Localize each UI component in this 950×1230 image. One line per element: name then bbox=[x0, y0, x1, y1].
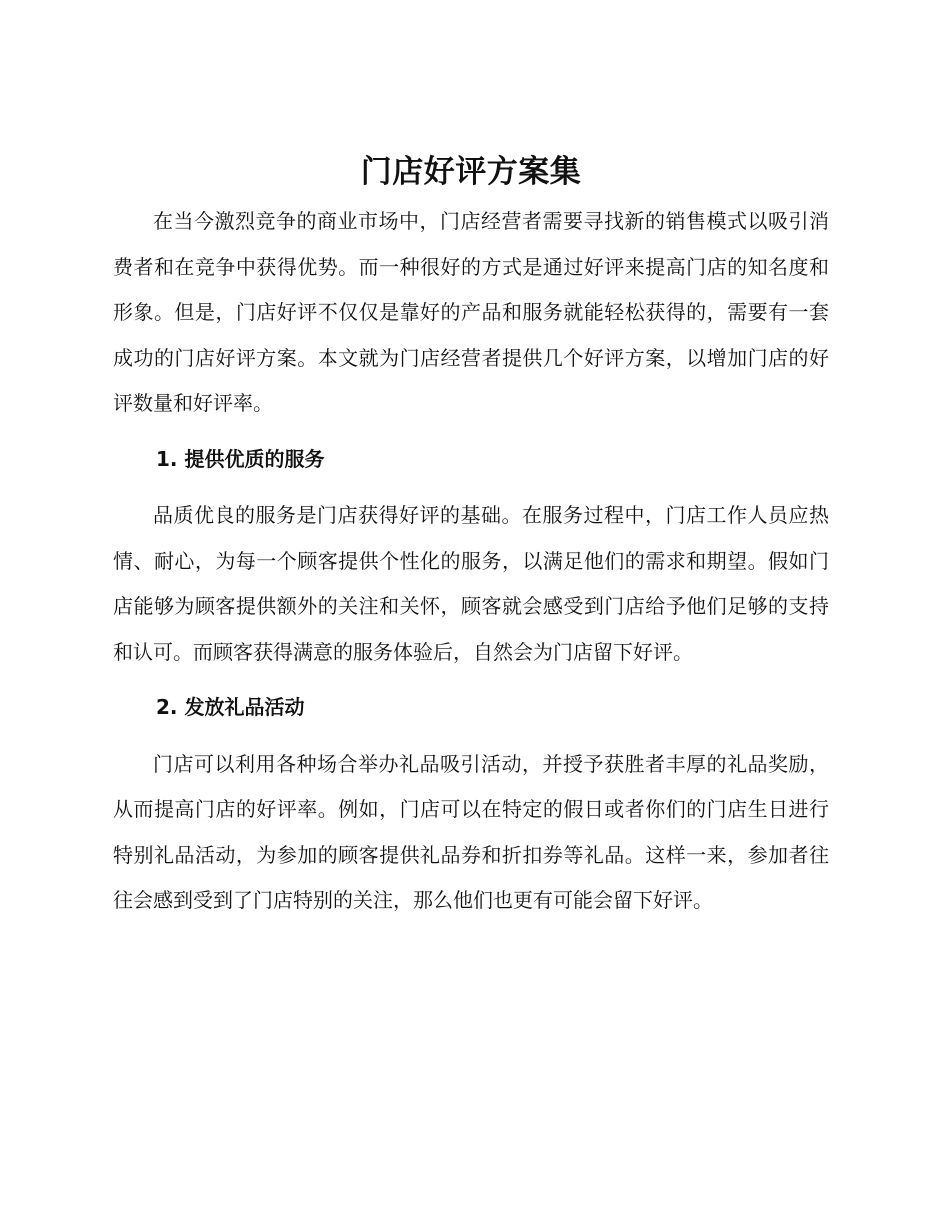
section-body-gift-activity: 门店可以利用各种场合举办礼品吸引活动，并授予获胜者丰厚的礼品奖励，从而提高门店的好评率。例如，门店可以在特定的假日或者你们的门店生日进行特别礼品活动，为参加的顾客提供礼品券和折扣券等礼品。这样一来，参加者往往会感到受到了门店特别的关注，那么他们也更有可能会留下好评。 bbox=[113, 751, 829, 912]
intro-paragraph: 在当今激烈竞争的商业市场中，门店经营者需要寻找新的销售模式以吸引消费者和在竞争中获得优势。而一种很好的方式是通过好评来提高门店的知名度和形象。但是，门店好评不仅仅是靠好的产品和服务就能轻松获得的，需要有一套成功的门店好评方案。本文就为门店经营者提供几个好评方案，以增加门店的好评数量和好评率。 bbox=[113, 209, 829, 415]
document-page bbox=[113, 150, 829, 924]
section-heading-service: 1. 提供优质的服务 bbox=[156, 446, 325, 471]
section-body-service: 品质优良的服务是门店获得好评的基础。在服务过程中，门店工作人员应热情、耐心，为每一个顾客提供个性化的服务，以满足他们的需求和期望。假如门店能够为顾客提供额外的关注和关怀，顾客就会感受到门店给予他们足够的支持和认可。而顾客获得满意的服务体验后，自然会为门店留下好评。 bbox=[113, 503, 829, 664]
document-title: 门店好评方案集 bbox=[360, 154, 582, 190]
section-heading-gift-activity: 2. 发放礼品活动 bbox=[156, 695, 305, 719]
